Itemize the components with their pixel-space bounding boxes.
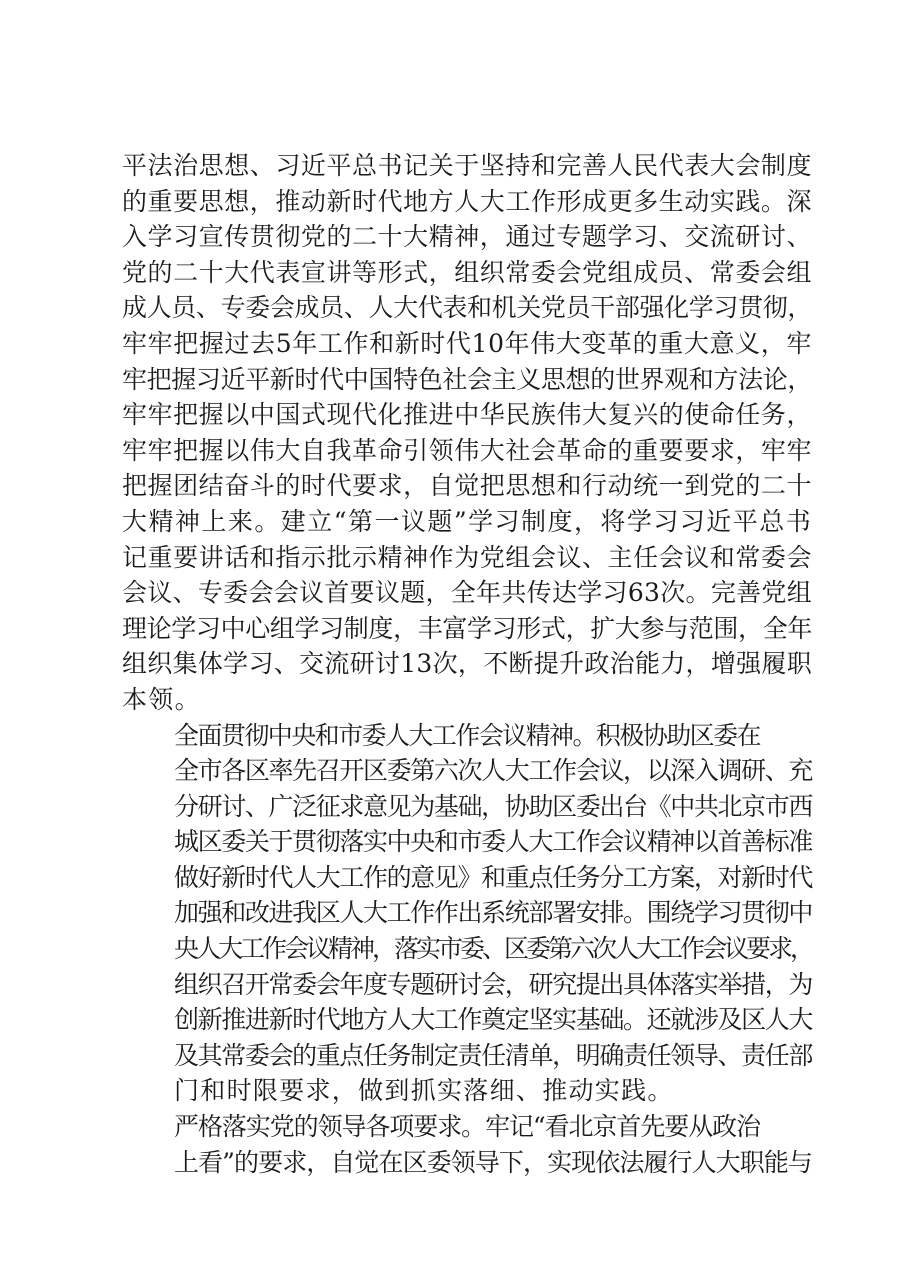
- text-line: 门和时限要求，做到抓实落细、推动实践。: [174, 1076, 674, 1106]
- text-line: 党的二十大代表宣讲等形式，组织常委会党组成员、常委会组: [122, 257, 812, 287]
- text-line: 做好新时代人大工作的意见》和重点任务分工方案，对新时代: [174, 862, 812, 892]
- text-line: 央人大工作会议精神，落实市委、区委第六次人大工作会议要求，: [174, 934, 812, 964]
- text-line: 创新推进新时代地方人大工作奠定坚实基础。还就涉及区人大: [174, 1005, 812, 1035]
- text-line: 牢牢把握过去5年工作和新时代10年伟大变革的重大意义，牢: [122, 328, 812, 358]
- text-line: 上看”的要求，自觉在区委领导下，实现依法履行人大职能与: [174, 1147, 812, 1177]
- text-line: 会议、专委会会议首要议题，全年共传达学习63次。完善党组: [122, 578, 812, 608]
- text-line: 组织召开常委会年度专题研讨会，研究提出具体落实举措，为: [174, 969, 812, 999]
- text-line: 及其常委会的重点任务制定责任清单，明确责任领导、责任部: [174, 1040, 812, 1070]
- text-line: 平法治思想、习近平总书记关于坚持和完善人民代表大会制度: [122, 151, 812, 180]
- paragraph-1: [122, 148, 812, 718]
- body-text: [122, 148, 812, 1180]
- text-line: 记重要讲话和指示批示精神作为党组会议、主任会议和常委会: [122, 542, 812, 572]
- text-line: 加强和改进我区人大工作作出系统部署安排。围绕学习贯彻中: [174, 898, 812, 928]
- text-line: 分研讨、广泛征求意见为基础，协助区委出台《中共北京市西: [174, 791, 812, 821]
- paragraph-3: [122, 1109, 812, 1180]
- text-line: 牢牢把握以伟大自我革命引领伟大社会革命的重要要求，牢牢: [122, 435, 812, 465]
- paragraph-2: [122, 718, 812, 1110]
- text-line: 牢把握习近平新时代中国特色社会主义思想的世界观和方法论，: [122, 364, 812, 394]
- text-line: 牢牢把握以中国式现代化推进中华民族伟大复兴的使命任务，: [122, 400, 812, 430]
- text-line: 组织集体学习、交流研讨13次，不断提升政治能力，增强履职: [122, 649, 812, 679]
- text-line: 严格落实党的领导各项要求。牢记“看北京首先要从政治: [174, 1112, 760, 1142]
- text-line: 全面贯彻中央和市委人大工作会议精神。积极协助区委在: [174, 720, 760, 750]
- text-line: 理论学习中心组学习制度，丰富学习形式，扩大参与范围，全年: [122, 613, 812, 643]
- text-line: 入学习宣传贯彻党的二十大精神，通过专题学习、交流研讨、: [122, 222, 812, 252]
- text-line: 本领。: [122, 684, 201, 714]
- text-line: 大精神上来。建立“第一议题”学习制度，将学习习近平总书: [122, 506, 813, 536]
- text-line: 成人员、专委会成员、人大代表和机关党员干部强化学习贯彻，: [122, 293, 812, 323]
- text-line: 的重要思想，推动新时代地方人大工作形成更多生动实践。深: [122, 186, 812, 216]
- text-line: 把握团结奋斗的时代要求，自觉把思想和行动统一到党的二十: [122, 471, 812, 501]
- text-line: 全市各区率先召开区委第六次人大工作会议，以深入调研、充: [174, 756, 812, 786]
- text-line: 城区委关于贯彻落实中央和市委人大工作会议精神以首善标准: [174, 827, 812, 857]
